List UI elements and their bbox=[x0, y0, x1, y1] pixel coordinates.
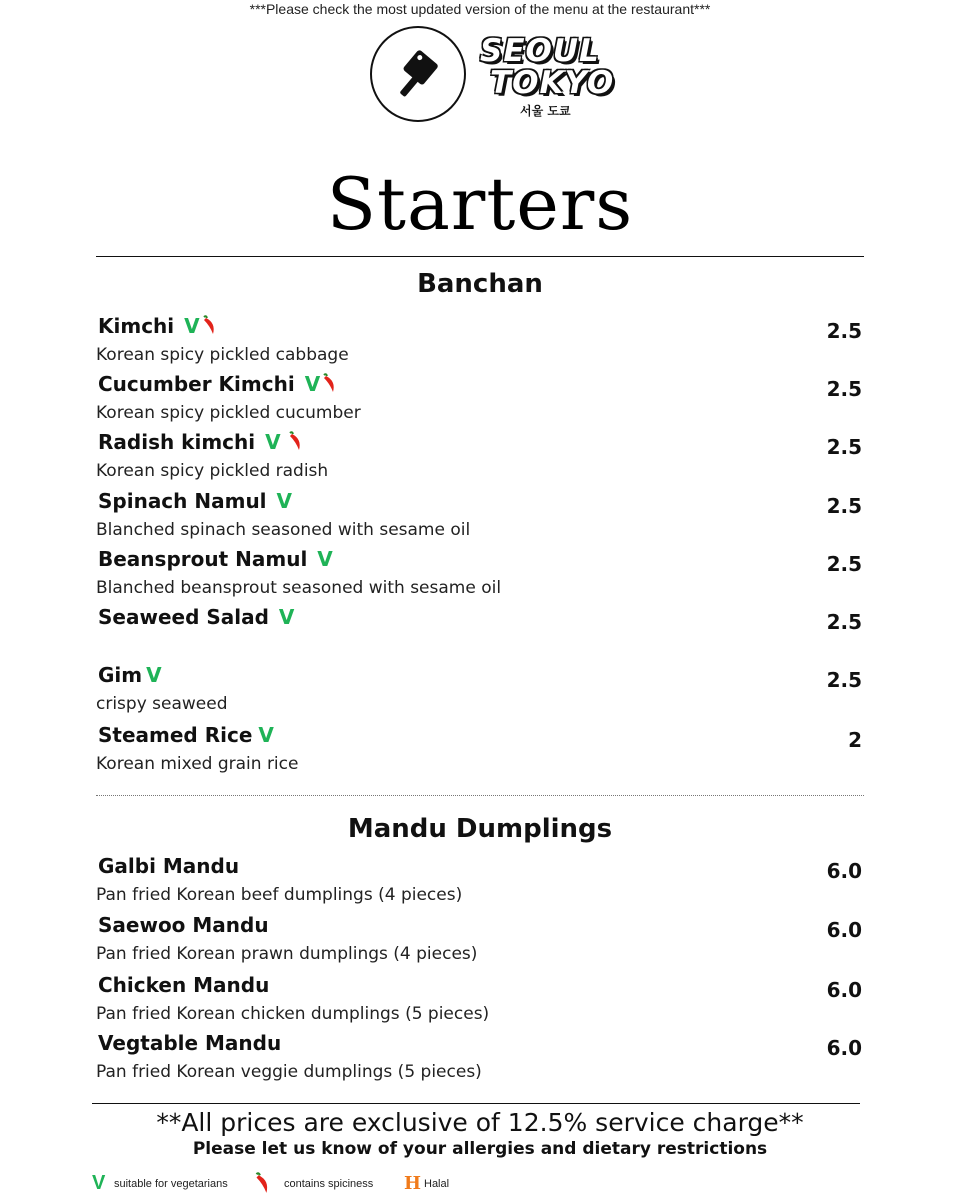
item-price: 2.5 bbox=[826, 377, 862, 401]
vegetarian-icon: V bbox=[317, 547, 333, 571]
item-price: 6.0 bbox=[826, 859, 862, 883]
divider-bottom bbox=[92, 1103, 860, 1104]
item-name-wrap bbox=[98, 663, 162, 687]
update-notice: ***Please check the most updated version of the menu at the restaurant*** bbox=[249, 1, 711, 17]
vegetarian-icon: V bbox=[184, 314, 200, 338]
item-price: 6.0 bbox=[826, 1036, 862, 1060]
item-description: Korean mixed grain rice bbox=[96, 754, 299, 774]
item-price: 2.5 bbox=[826, 610, 862, 634]
item-price: 6.0 bbox=[826, 918, 862, 942]
item-price: 2.5 bbox=[826, 319, 862, 343]
item-price: 6.0 bbox=[826, 978, 862, 1002]
item-price: 2.5 bbox=[826, 552, 862, 576]
vegetarian-icon: V bbox=[92, 1172, 106, 1194]
item-name: Steamed Rice bbox=[98, 723, 253, 747]
vegetarian-icon: V bbox=[146, 663, 162, 687]
page-title: Starters bbox=[326, 162, 634, 246]
vegetarian-icon: V bbox=[258, 723, 274, 747]
item-description: Blanched spinach seasoned with sesame oil bbox=[96, 520, 471, 540]
item-description: Korean spicy pickled radish bbox=[96, 461, 329, 481]
chili-icon bbox=[321, 373, 337, 398]
logo-badge bbox=[370, 26, 466, 122]
section-title-mandu: Mandu Dumplings bbox=[347, 814, 613, 844]
divider-top bbox=[96, 256, 864, 257]
item-description: Pan fried Korean prawn dumplings (4 pieces) bbox=[96, 944, 478, 964]
item-name-wrap bbox=[98, 723, 274, 747]
item-name: Radish kimchi bbox=[98, 430, 256, 454]
item-description: Pan fried Korean beef dumplings (4 pieces) bbox=[96, 885, 463, 905]
legend-label: Halal bbox=[424, 1178, 450, 1190]
item-name: Kimchi bbox=[98, 314, 175, 338]
divider-dotted bbox=[96, 795, 864, 796]
item-description: Korean spicy pickled cabbage bbox=[96, 345, 349, 365]
item-description: Blanched beansprout seasoned with sesame oil bbox=[96, 578, 502, 598]
chili-icon bbox=[201, 315, 217, 340]
item-name-wrap bbox=[98, 314, 217, 340]
brand-korean: 서울 도쿄 bbox=[520, 104, 571, 118]
item-description: Pan fried Korean chicken dumplings (5 pieces) bbox=[96, 1004, 490, 1024]
item-name: Gim bbox=[98, 663, 143, 687]
item-name-wrap bbox=[98, 372, 337, 398]
item-name-wrap bbox=[98, 547, 333, 571]
item-description: Pan fried Korean veggie dumplings (5 pieces) bbox=[96, 1062, 482, 1082]
item-name: Saewoo Mandu bbox=[98, 913, 269, 937]
item-name: Chicken Mandu bbox=[98, 973, 270, 997]
halal-icon: H bbox=[404, 1173, 422, 1194]
brand-line-2: TOKYO bbox=[490, 65, 615, 101]
item-name: Beansprout Namul bbox=[98, 547, 308, 571]
item-name: Cucumber Kimchi bbox=[98, 372, 295, 396]
section-title-banchan: Banchan bbox=[417, 269, 543, 299]
item-name: Galbi Mandu bbox=[98, 854, 240, 878]
item-price: 2 bbox=[848, 728, 862, 752]
vegetarian-icon: V bbox=[304, 372, 321, 396]
legend-label: suitable for vegetarians bbox=[114, 1178, 228, 1190]
chili-icon bbox=[252, 1172, 272, 1197]
item-price: 2.5 bbox=[826, 435, 862, 459]
item-name: Vegtable Mandu bbox=[98, 1031, 282, 1055]
item-name-wrap bbox=[98, 430, 303, 456]
brand-line-1: SEOUL bbox=[480, 33, 600, 69]
cleaver-icon bbox=[390, 46, 450, 106]
chili-icon bbox=[287, 431, 303, 456]
item-name-wrap bbox=[98, 605, 294, 629]
item-name-wrap bbox=[98, 489, 292, 513]
item-price: 2.5 bbox=[826, 668, 862, 692]
allergy-note: Please let us know of your allergies and dietary restrictions bbox=[192, 1139, 768, 1159]
item-name: Seaweed Salad bbox=[98, 605, 269, 629]
item-description: Korean spicy pickled cucumber bbox=[96, 403, 361, 423]
vegetarian-icon: V bbox=[276, 489, 293, 513]
vegetarian-icon: V bbox=[265, 430, 281, 454]
service-charge-note: **All prices are exclusive of 12.5% service charge** bbox=[156, 1108, 804, 1137]
legend-label: contains spiciness bbox=[284, 1178, 374, 1190]
item-price: 2.5 bbox=[826, 494, 862, 518]
item-description: crispy seaweed bbox=[96, 694, 228, 714]
item-name: Spinach Namul bbox=[98, 489, 267, 513]
vegetarian-icon: V bbox=[278, 605, 295, 629]
